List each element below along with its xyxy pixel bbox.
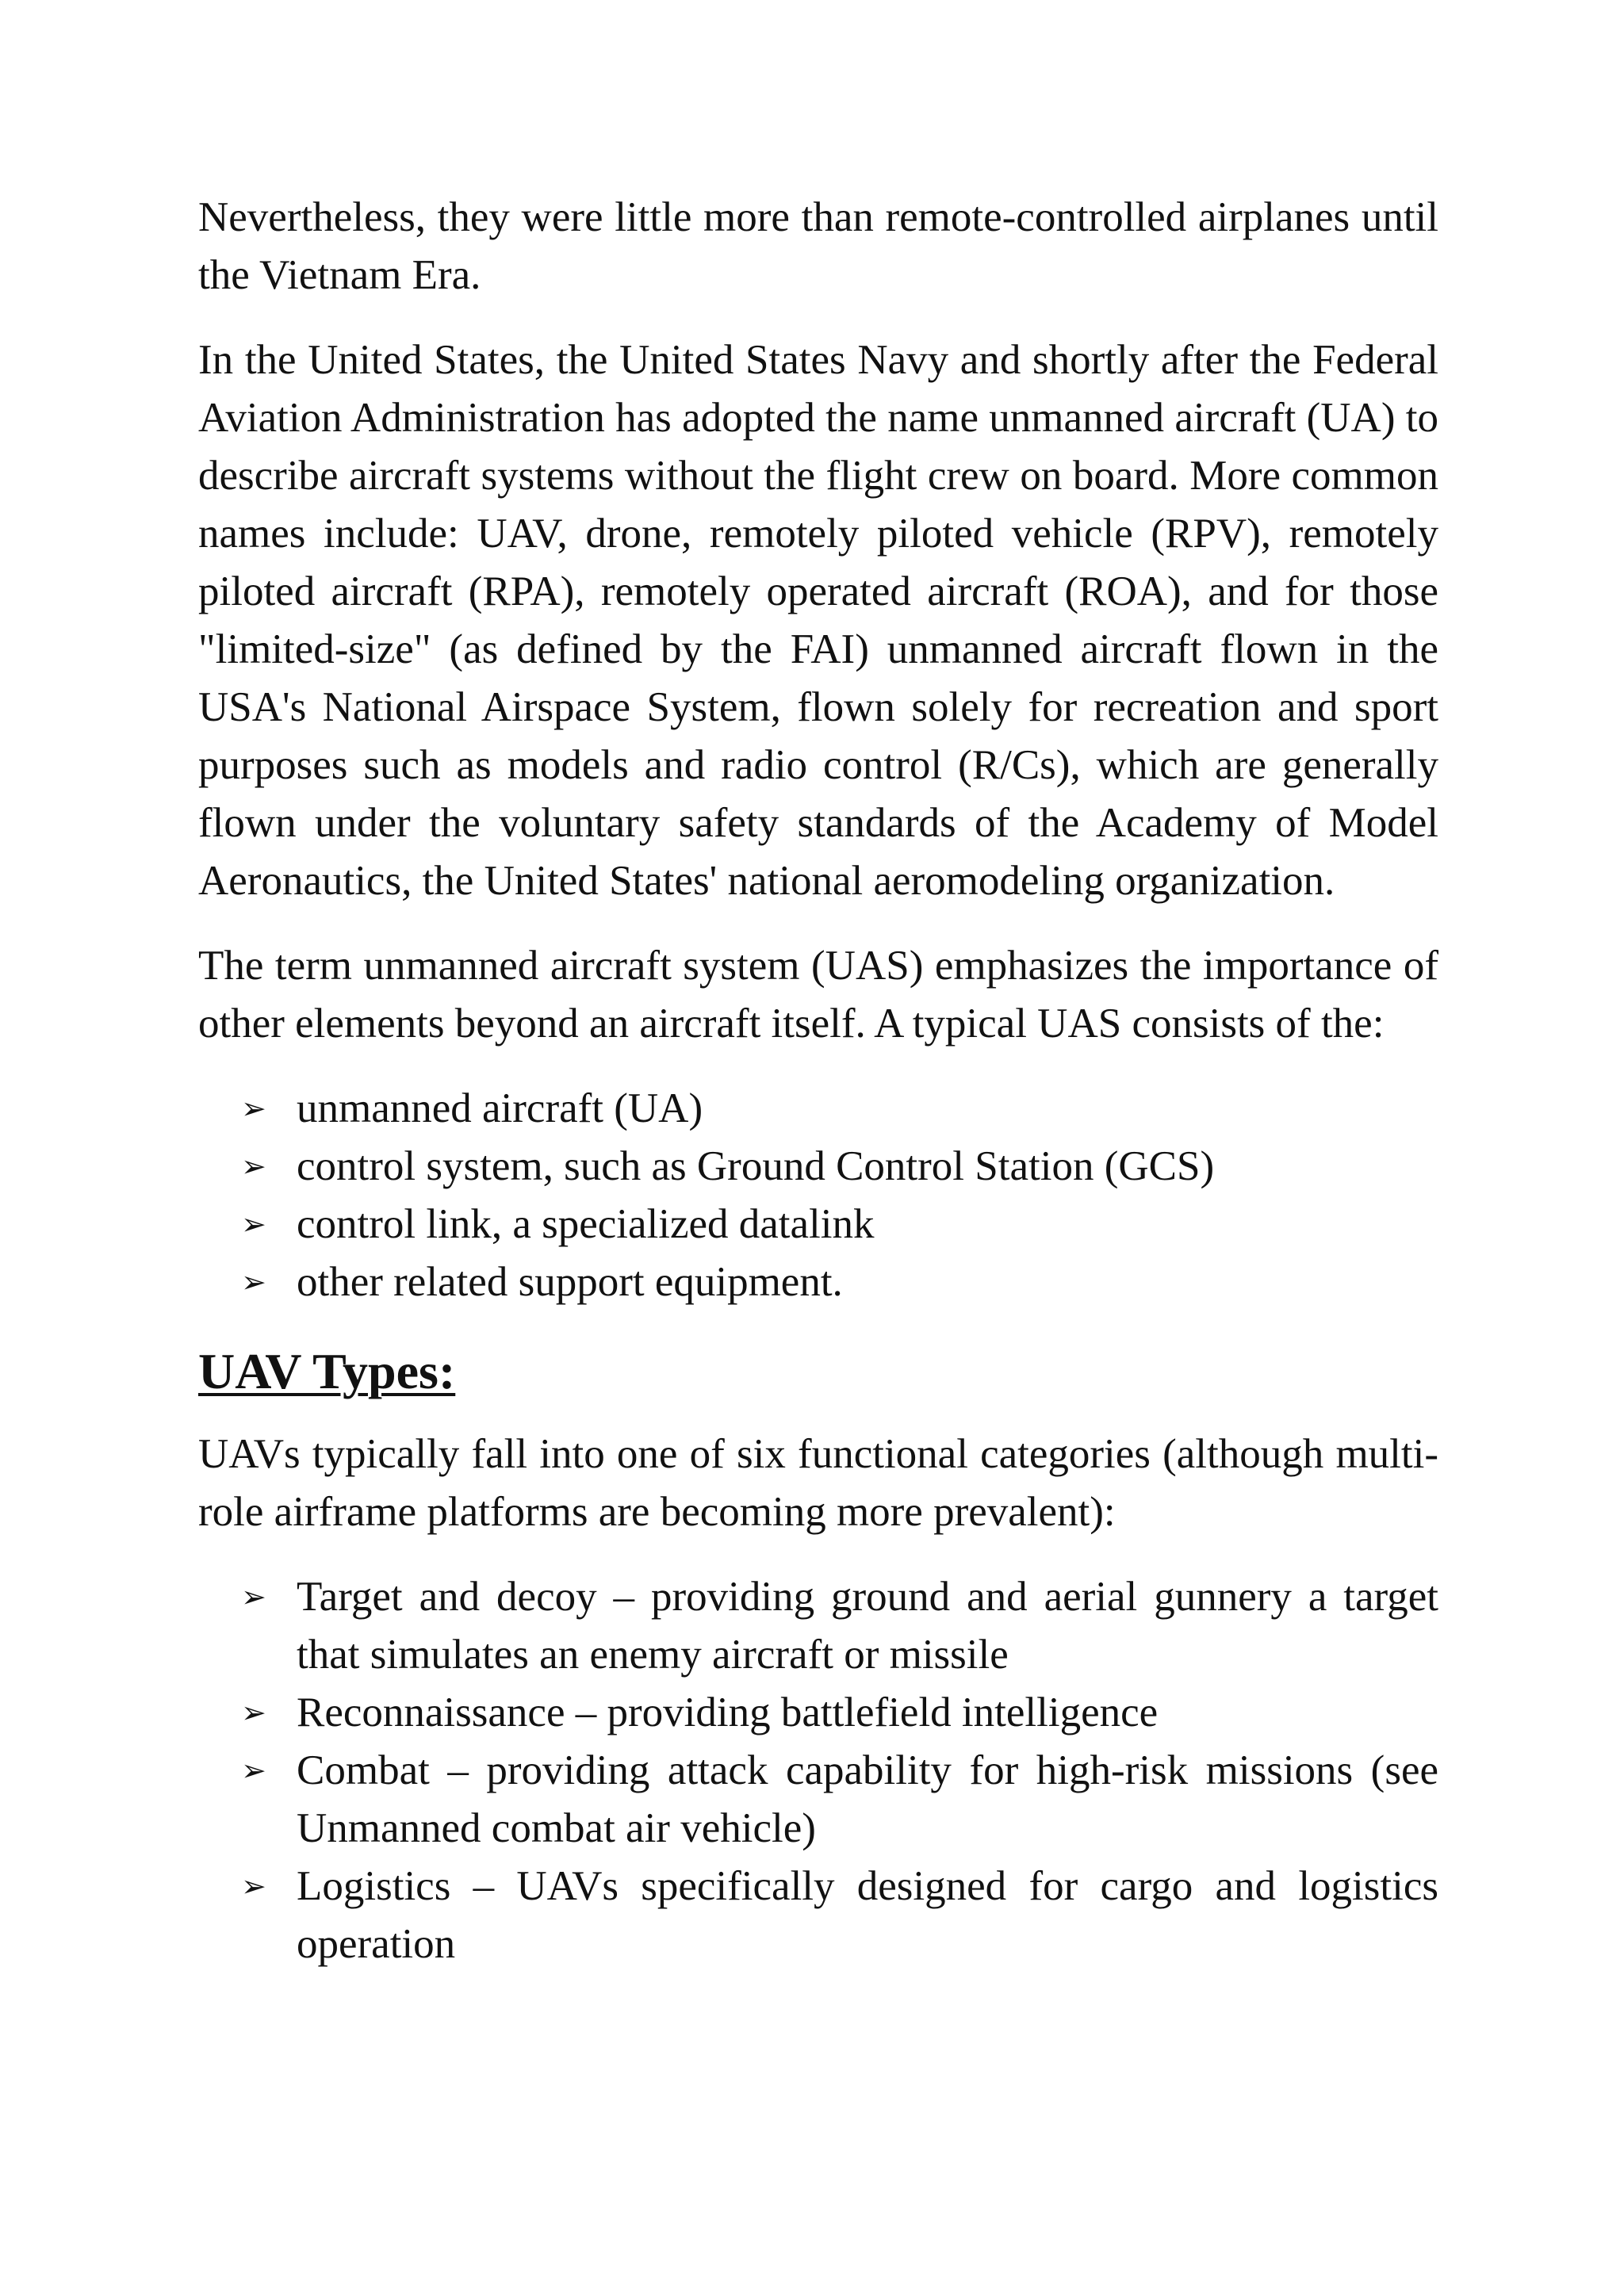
list-item-text: control system, such as Ground Control Station (GCS) xyxy=(297,1143,1215,1189)
arrow-bullet-icon: ➢ xyxy=(241,1091,266,1126)
arrow-bullet-icon: ➢ xyxy=(241,1207,266,1242)
list-item xyxy=(241,1858,1438,1973)
arrow-bullet-icon: ➢ xyxy=(241,1265,266,1299)
list-item xyxy=(241,1196,1438,1253)
list-item xyxy=(241,1684,1438,1742)
arrow-bullet-icon: ➢ xyxy=(241,1753,266,1788)
list-item xyxy=(241,1138,1438,1196)
list-item-text: Reconnaissance – providing battlefield intelligence xyxy=(297,1689,1159,1735)
arrow-bullet-icon: ➢ xyxy=(241,1579,266,1614)
paragraph-us-naming: In the United States, the United States Navy and shortly after the Federal Aviation Administration has adopted the name unmanned aircraft (UA) to describe aircraft systems without the flight crew on board. More common names include: UAV, drone, remotely piloted vehicle (RPV), remotely piloted aircraft (RPA), remotely operated aircraft (ROA), and for those "limited-size" (as defined by the FAI) unmanned aircraft flown in the USA's National Airspace System, flown solely for recreation and sport purposes such as models and radio control (R/Cs), which are generally flown under the voluntary safety standards of the Academy of Model Aeronautics, the United States' national aeromodeling organization. xyxy=(198,337,1438,904)
list-item-text: unmanned aircraft (UA) xyxy=(297,1085,703,1131)
list-item xyxy=(241,1080,1438,1138)
list-item-text: Target and decoy – providing ground and aerial gunnery a target that simulates an enemy aircraft or missile xyxy=(297,1574,1438,1678)
arrow-bullet-icon: ➢ xyxy=(241,1695,266,1730)
uas-components-list xyxy=(198,1080,1438,1311)
list-item xyxy=(241,1253,1438,1311)
list-item-text: other related support equipment. xyxy=(297,1259,843,1305)
uav-categories-list xyxy=(198,1568,1438,1973)
list-item xyxy=(241,1568,1438,1684)
arrow-bullet-icon: ➢ xyxy=(241,1149,266,1184)
section-heading-uav-types: UAV Types: xyxy=(198,1343,456,1399)
document-page xyxy=(198,189,1438,2000)
list-item-text: Logistics – UAVs specifically designed for cargo and logistics operation xyxy=(297,1863,1438,1967)
list-item-text: control link, a specialized datalink xyxy=(297,1201,875,1247)
paragraph-vietnam-era: Nevertheless, they were little more than remote-controlled airplanes until the Vietnam Era. xyxy=(198,194,1438,298)
paragraph-uas-definition: The term unmanned aircraft system (UAS) emphasizes the importance of other elements beyond an aircraft itself. A typical UAS consists of the: xyxy=(198,943,1438,1047)
paragraph-uav-categories-intro: UAVs typically fall into one of six functional categories (although multi-role airframe platforms are becoming more prevalent): xyxy=(198,1431,1438,1535)
arrow-bullet-icon: ➢ xyxy=(241,1869,266,1904)
list-item xyxy=(241,1742,1438,1858)
list-item-text: Combat – providing attack capability for high-risk missions (see Unmanned combat air vehicle) xyxy=(297,1747,1438,1851)
